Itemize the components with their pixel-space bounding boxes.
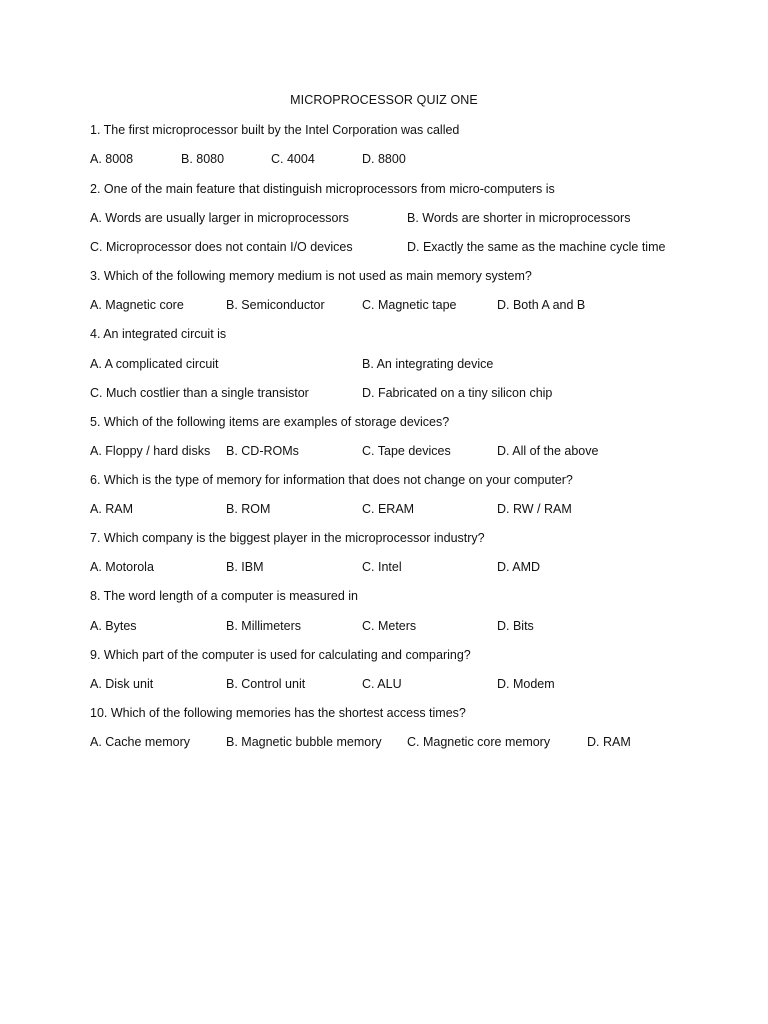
question-4-text: 4. An integrated circuit is xyxy=(90,327,227,341)
question-1-option-a: A. 8008 xyxy=(90,152,134,166)
question-1-option-d: D. 8800 xyxy=(362,152,406,166)
question-4-option-d: D. Fabricated on a tiny silicon chip xyxy=(362,386,553,400)
question-6-option-b: B. ROM xyxy=(226,502,271,516)
question-3-text: 3. Which of the following memory medium is not used as main memory system? xyxy=(90,269,532,283)
question-6-option-a: A. RAM xyxy=(90,502,134,516)
question-8-option-d: D. Bits xyxy=(497,619,534,633)
question-6-option-d: D. RW / RAM xyxy=(497,502,572,516)
question-9-option-c: C. ALU xyxy=(362,677,402,691)
question-7-text: 7. Which company is the biggest player in the microprocessor industry? xyxy=(90,531,485,545)
question-9-option-b: B. Control unit xyxy=(226,677,306,691)
question-10-text: 10. Which of the following memories has the shortest access times? xyxy=(90,706,466,720)
question-4-option-c: C. Much costlier than a single transistor xyxy=(90,386,309,400)
question-7-option-c: C. Intel xyxy=(362,560,402,574)
question-6-text: 6. Which is the type of memory for information that does not change on your computer? xyxy=(90,473,573,487)
question-10-option-a: A. Cache memory xyxy=(90,735,191,749)
question-4-option-a: A. A complicated circuit xyxy=(90,357,219,371)
question-10-option-d: D. RAM xyxy=(587,735,631,749)
question-8-option-b: B. Millimeters xyxy=(226,619,302,633)
question-2-text: 2. One of the main feature that distinguish microprocessors from micro-computers is xyxy=(90,182,555,196)
question-9-option-d: D. Modem xyxy=(497,677,555,691)
question-5-text: 5. Which of the following items are examples of storage devices? xyxy=(90,415,450,429)
question-3-option-c: C. Magnetic tape xyxy=(362,298,457,312)
question-2-option-a: A. Words are usually larger in microprocessors xyxy=(90,211,349,225)
question-7-option-d: D. AMD xyxy=(497,560,541,574)
question-8-text: 8. The word length of a computer is measured in xyxy=(90,589,358,603)
question-1-option-b: B. 8080 xyxy=(181,152,225,166)
question-5-option-a: A. Floppy / hard disks xyxy=(90,444,211,458)
question-9-text: 9. Which part of the computer is used for calculating and comparing? xyxy=(90,648,471,662)
question-7-option-a: A. Motorola xyxy=(90,560,154,574)
question-5-option-b: B. CD-ROMs xyxy=(226,444,299,458)
quiz-title: MICROPROCESSOR QUIZ ONE xyxy=(290,93,478,107)
question-5-option-c: C. Tape devices xyxy=(362,444,451,458)
question-8-option-a: A. Bytes xyxy=(90,619,137,633)
question-9-option-a: A. Disk unit xyxy=(90,677,154,691)
question-3-option-b: B. Semiconductor xyxy=(226,298,325,312)
question-4-option-b: B. An integrating device xyxy=(362,357,494,371)
question-6-option-c: C. ERAM xyxy=(362,502,415,516)
question-2-option-d: D. Exactly the same as the machine cycle time xyxy=(407,240,666,254)
question-2-option-b: B. Words are shorter in microprocessors xyxy=(407,211,631,225)
question-10-option-c: C. Magnetic core memory xyxy=(407,735,551,749)
question-3-option-a: A. Magnetic core xyxy=(90,298,184,312)
question-7-option-b: B. IBM xyxy=(226,560,264,574)
question-2-option-c: C. Microprocessor does not contain I/O devices xyxy=(90,240,353,254)
question-1-text: 1. The first microprocessor built by the Intel Corporation was called xyxy=(90,123,460,137)
question-5-option-d: D. All of the above xyxy=(497,444,599,458)
question-3-option-d: D. Both A and B xyxy=(497,298,586,312)
question-8-option-c: C. Meters xyxy=(362,619,417,633)
question-1-option-c: C. 4004 xyxy=(271,152,315,166)
question-10-option-b: B. Magnetic bubble memory xyxy=(226,735,382,749)
